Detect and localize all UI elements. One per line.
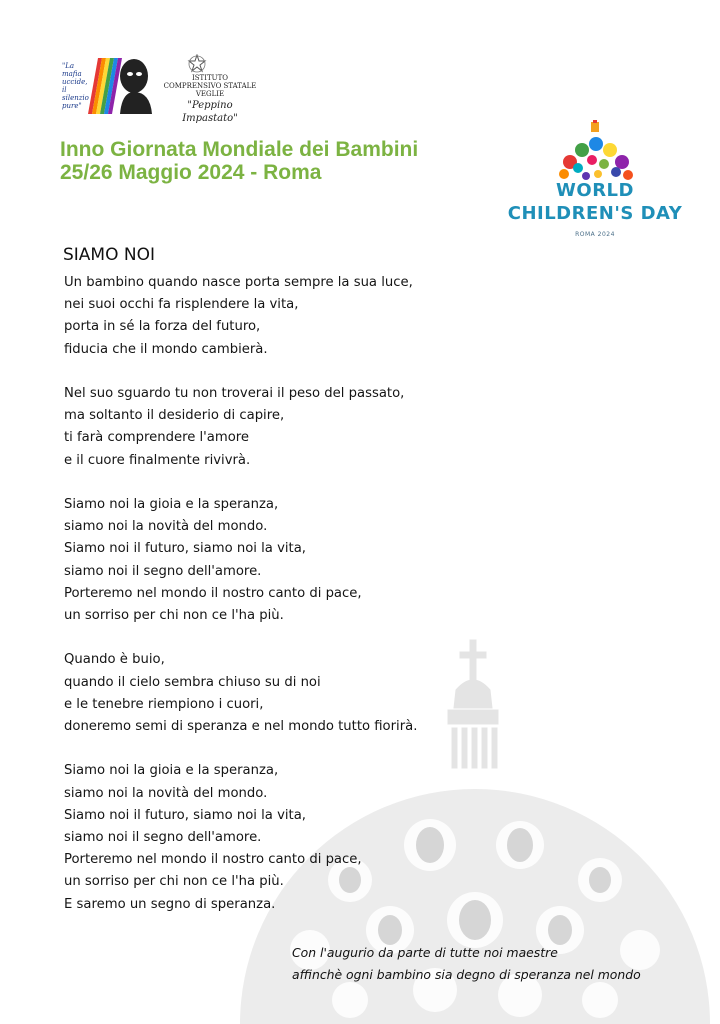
poem-body <box>64 272 494 938</box>
heading-line-1: Inno Giornata Mondiale dei Bambini <box>60 138 419 161</box>
stanza <box>64 383 494 472</box>
quote-line: il <box>62 86 67 94</box>
poem-line: Porteremo nel mondo il nostro canto di pace, <box>64 585 362 601</box>
world-childrens-day-logo <box>500 120 690 246</box>
poem-line: fiducia che il mondo cambierà. <box>64 341 268 357</box>
poem-line: E saremo un segno di speranza. <box>64 896 276 912</box>
poem-line: Porteremo nel mondo il nostro canto di pace, <box>64 852 362 868</box>
portrait-stripes-icon <box>84 50 154 114</box>
poem-line: Siamo noi la gioia e la speranza, <box>64 763 279 779</box>
dome-hands-icon <box>500 120 690 182</box>
quote-line: mafia <box>62 70 82 78</box>
poem-line: ti farà comprendere l'amore <box>64 430 250 446</box>
stanza <box>64 272 494 361</box>
chorus <box>64 760 494 915</box>
republic-emblem-icon <box>186 54 208 74</box>
school-name: "Peppino Impastato" <box>182 100 238 124</box>
stanza <box>64 649 494 738</box>
dedication-line-1: Con l'augurio da parte di tutte noi maestre <box>292 945 558 960</box>
poem-line: porta in sé la forza del futuro, <box>64 319 261 335</box>
poem-line: Siamo noi il futuro, siamo noi la vita, <box>64 541 306 557</box>
poem-line: siamo noi la novità del mondo. <box>64 519 268 535</box>
poem-line: siamo noi il segno dell'amore. <box>64 563 262 579</box>
poem-title: SIAMO NOI <box>63 245 155 265</box>
institute-line: VEGLIE <box>195 90 225 98</box>
poem-line: nei suoi occhi fa risplendere la vita, <box>64 297 299 313</box>
poem-line: ma soltanto il desiderio di capire, <box>64 408 285 424</box>
poem-line: Nel suo sguardo tu non troverai il peso del passato, <box>64 386 405 401</box>
school-name-block <box>160 74 260 125</box>
institute-line: ISTITUTO <box>192 74 228 82</box>
poem-line: Siamo noi la gioia e la speranza, <box>64 497 279 512</box>
quote-line: silenzio <box>62 94 89 102</box>
poem-line: quando il cielo sembra chiuso su di noi <box>64 674 321 690</box>
quote-line: "La <box>62 62 75 70</box>
heading-line-2: 25/26 Maggio 2024 - Roma <box>60 161 322 184</box>
poem-line: Siamo noi il futuro, siamo noi la vita, <box>64 807 306 823</box>
poem-line: siamo noi la novità del mondo. <box>64 785 268 801</box>
school-logo <box>62 48 262 124</box>
logo-subtitle: ROMA 2024 <box>575 231 615 238</box>
poem-line: doneremo semi di speranza e nel mondo tutto fiorirà. <box>64 719 418 735</box>
quote-line: uccide, <box>62 78 88 86</box>
poem-line: siamo noi il segno dell'amore. <box>64 830 262 846</box>
page-heading <box>60 138 500 184</box>
poem-line: un sorriso per chi non ce l'ha più. <box>64 608 284 624</box>
logo-title-line-1: WORLD <box>556 180 634 201</box>
institute-line: COMPRENSIVO STATALE <box>163 82 257 90</box>
chorus <box>64 494 494 627</box>
quote-line: pure" <box>62 102 82 110</box>
poem-line: e le tenebre riempiono i cuori, <box>64 696 264 712</box>
poem-line: Quando è buio, <box>64 652 165 668</box>
logo-title-line-2: CHILDREN'S DAY <box>507 203 683 224</box>
poem-line: Un bambino quando nasce porta sempre la sua luce, <box>64 275 413 290</box>
dedication-line-2: affinchè ogni bambino sia degno di speranza nel mondo <box>292 967 641 982</box>
poem-line: e il cuore finalmente rivivrà. <box>64 452 251 468</box>
poem-line: un sorriso per chi non ce l'ha più. <box>64 874 284 890</box>
dedication <box>292 942 641 986</box>
